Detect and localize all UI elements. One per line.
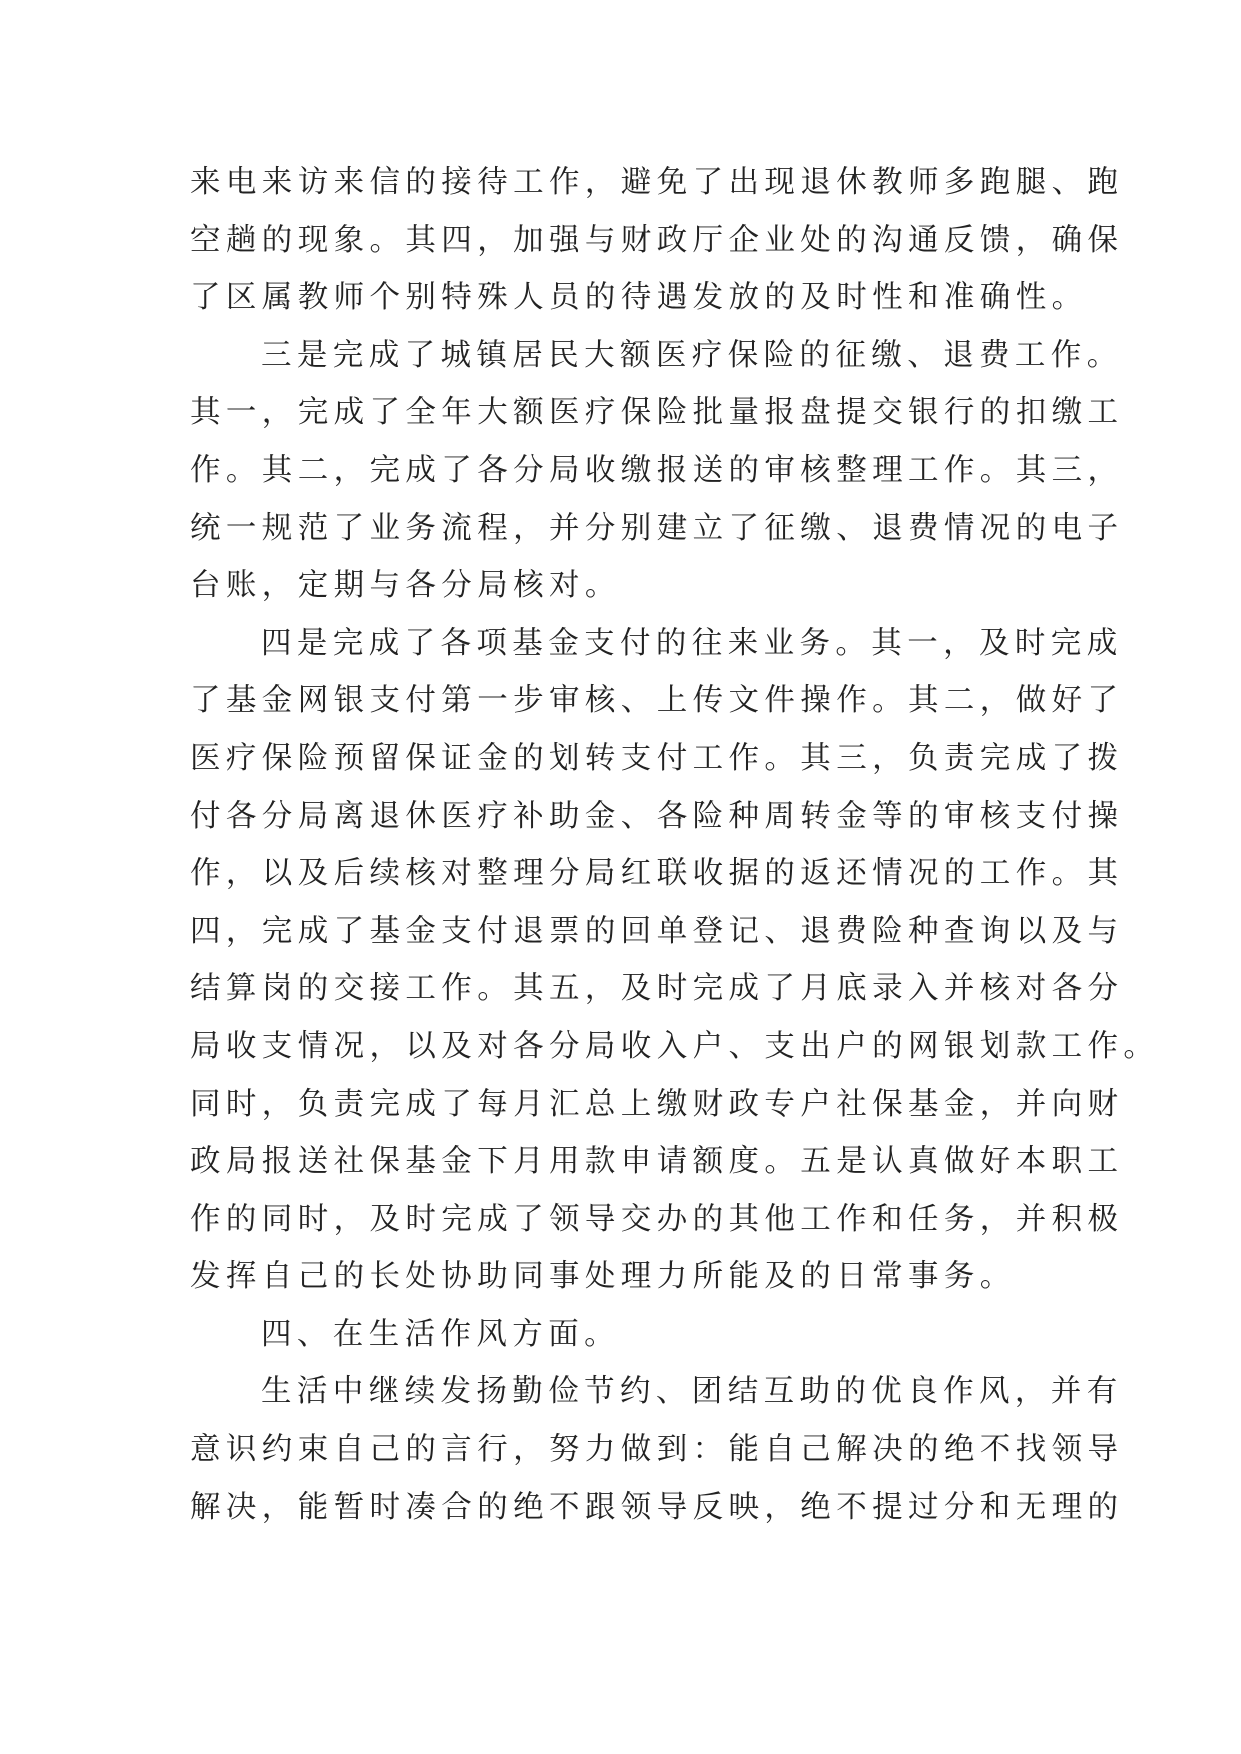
text-line: 台账，定期与各分局核对。 — [190, 568, 621, 604]
text-line: 同时，负责完成了每月汇总上缴财政专户社保基金，并向财 — [190, 1086, 1124, 1122]
text-line: 了基金网银支付第一步审核、上传文件操作。其二，做好了 — [190, 683, 1124, 719]
text-line: 来电来访来信的接待工作，避免了出现退休教师多跑腿、跑 — [190, 165, 1124, 200]
text-line: 作，以及后续核对整理分局红联收据的返还情况的工作。其 — [190, 856, 1124, 892]
paragraph-start-line: 三是完成了城镇居民大额医疗保险的征缴、退费工作。 — [261, 337, 1123, 373]
section-heading: 四、在生活作风方面。 — [261, 1316, 620, 1352]
paragraph-start-line: 生活中继续发扬勤俭节约、团结互助的优良作风，并有 — [261, 1374, 1123, 1410]
text-line: 作的同时，及时完成了领导交办的其他工作和任务，并积极 — [190, 1201, 1124, 1237]
text-line: 其一，完成了全年大额医疗保险批量报盘提交银行的扣缴工 — [190, 395, 1124, 431]
text-line: 结算岗的交接工作。其五，及时完成了月底录入并核对各分 — [190, 971, 1124, 1007]
text-line: 医疗保险预留保证金的划转支付工作。其三，负责完成了拨 — [190, 740, 1124, 776]
document-body — [190, 154, 1160, 1536]
text-line: 发挥自己的长处协助同事处理力所能及的日常事务。 — [190, 1259, 1016, 1295]
paragraph-start-line: 四是完成了各项基金支付的往来业务。其一，及时完成 — [261, 625, 1123, 661]
text-line: 解决，能暂时凑合的绝不跟领导反映，绝不提过分和无理的 — [190, 1489, 1124, 1525]
text-line: 四，完成了基金支付退票的回单登记、退费险种查询以及与 — [190, 913, 1124, 949]
text-line: 付各分局离退休医疗补助金、各险种周转金等的审核支付操 — [190, 798, 1124, 834]
text-line: 政局报送社保基金下月用款申请额度。五是认真做好本职工 — [190, 1144, 1124, 1180]
text-line: 局收支情况，以及对各分局收入户、支出户的网银划款工作。 — [190, 1028, 1160, 1064]
text-line: 作。其二，完成了各分局收缴报送的审核整理工作。其三， — [190, 452, 1124, 488]
text-line: 统一规范了业务流程，并分别建立了征缴、退费情况的电子 — [190, 510, 1124, 546]
text-line: 了区属教师个别特殊人员的待遇发放的及时性和准确性。 — [190, 280, 1088, 316]
text-line: 意识约束自己的言行，努力做到：能自己解决的绝不找领导 — [190, 1432, 1124, 1468]
text-line: 空趟的现象。其四，加强与财政厅企业处的沟通反馈，确保 — [190, 222, 1124, 258]
